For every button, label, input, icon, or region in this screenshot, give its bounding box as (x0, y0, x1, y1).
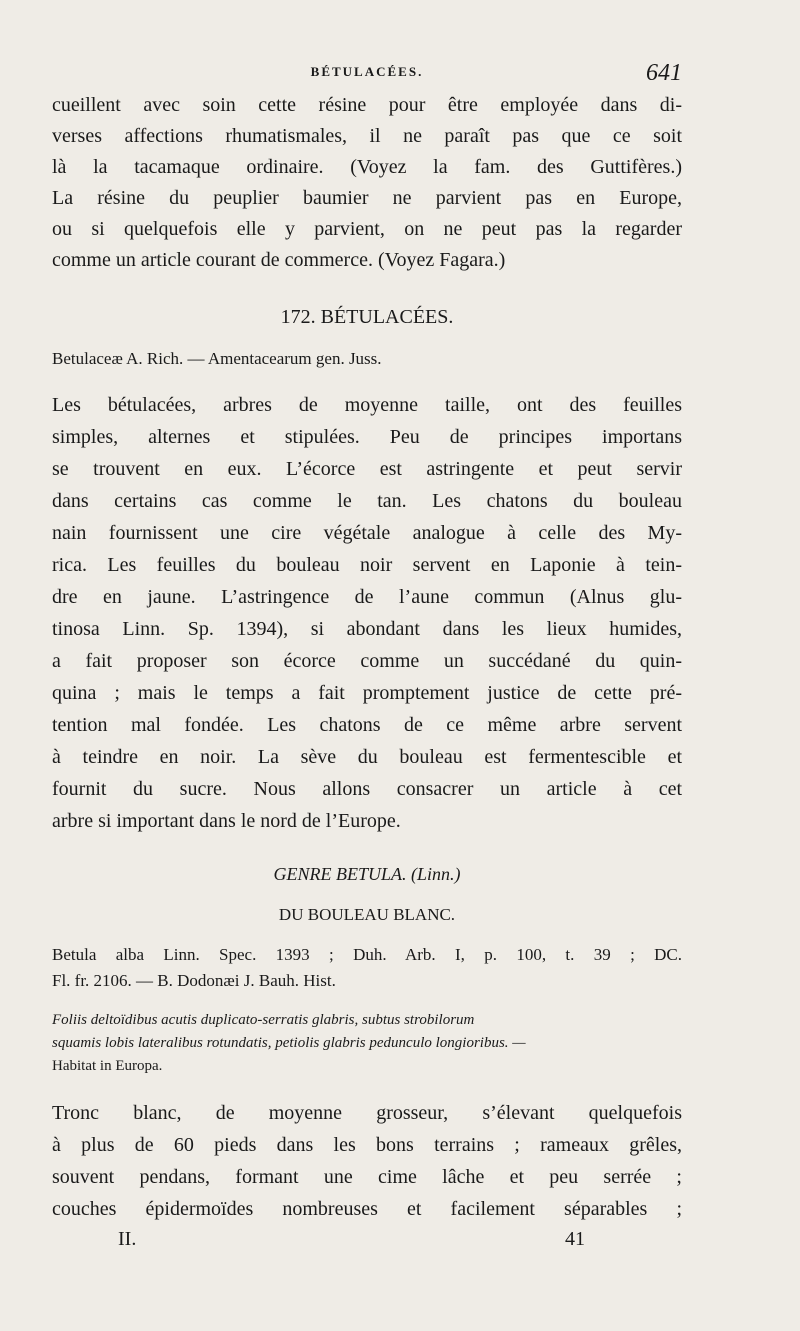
citation-line: Fl. fr. 2106. — B. Dodonæi J. Bauh. Hist. (52, 971, 336, 990)
running-head (52, 60, 682, 88)
description-line: Tronc blanc, de moyenne grosseur, s’élevant quelquefois (52, 1102, 682, 1124)
body-line: à teindre en noir. La sève du bouleau est fermentescible et (52, 746, 682, 768)
text-line: ou si quelquefois elle y parvient, on ne peut pas la regarder (52, 218, 682, 240)
body-line: rica. Les feuilles du bouleau noir servent en Laponie à tein- (52, 554, 682, 576)
body-line: dans certains cas comme le tan. Les chatons du bouleau (52, 490, 682, 512)
text-line: là la tacamaque ordinaire. (Voyez la fam. des Guttifères.) (52, 156, 682, 178)
text-line: cueillent avec soin cette résine pour être employée dans di- (52, 94, 682, 116)
body-line: tinosa Linn. Sp. 1394), si abondant dans les lieux humides, (52, 618, 682, 640)
body-line: nain fournissent une cire végétale analogue à celle des My- (52, 522, 682, 544)
body-line: se trouvent en eux. L’écorce est astringente et peut servir (52, 458, 682, 480)
body-line: simples, alternes et stipulées. Peu de principes importans (52, 426, 682, 448)
body-line: dre en jaune. L’astringence de l’aune commun (Alnus glu- (52, 586, 682, 608)
body-line: fournit du sucre. Nous allons consacrer un article à cet (52, 778, 682, 800)
text-line: comme un article courant de commerce. (Voyez Fagara.) (52, 249, 506, 271)
body-line: tention mal fondée. Les chatons de ce même arbre servent (52, 714, 682, 736)
diagnosis-line: Habitat in Europa. (52, 1058, 163, 1074)
volume-marker: II. (118, 1228, 137, 1250)
text-line: verses affections rhumatismales, il ne paraît pas que ce soit (52, 125, 682, 147)
text-line: La résine du peuplier baumier ne parvient pas en Europe, (52, 187, 682, 209)
body-line: arbre si important dans le nord de l’Europe. (52, 810, 401, 832)
genus-heading: GENRE BETULA. (Linn.) (273, 864, 461, 884)
page-number: 641 (646, 60, 682, 86)
species-heading: DU BOULEAU BLANC. (278, 905, 456, 924)
description-line: couches épidermoïdes nombreuses et facilement séparables ; (52, 1198, 682, 1220)
body-line: quina ; mais le temps a fait promptement justice de cette pré- (52, 682, 682, 704)
citation-line: Betula alba Linn. Spec. 1393 ; Duh. Arb. I, p. 100, t. 39 ; DC. (52, 945, 682, 964)
description-line: à plus de 60 pieds dans les bons terrains ; rameaux grêles, (52, 1134, 682, 1156)
signature-mark: 41 (565, 1228, 585, 1250)
section-heading: 172. BÉTULACÉES. (280, 306, 454, 328)
body-line: Les bétulacées, arbres de moyenne taille, ont des feuilles (52, 394, 682, 416)
synonymy-line: Betulaceæ A. Rich. — Amentacearum gen. Juss. (52, 349, 382, 368)
description-line: souvent pendans, formant une cime lâche et peu serrée ; (52, 1166, 682, 1188)
diagnosis-line: Foliis deltoïdibus acutis duplicato-serratis glabris, subtus strobilorum (52, 1012, 475, 1028)
body-line: a fait proposer son écorce comme un succédané du quin- (52, 650, 682, 672)
diagnosis-line: squamis lobis lateralibus rotundatis, petiolis glabris pedunculo longioribus. — (52, 1035, 526, 1051)
running-head-title: BÉTULACÉES. (310, 64, 424, 79)
